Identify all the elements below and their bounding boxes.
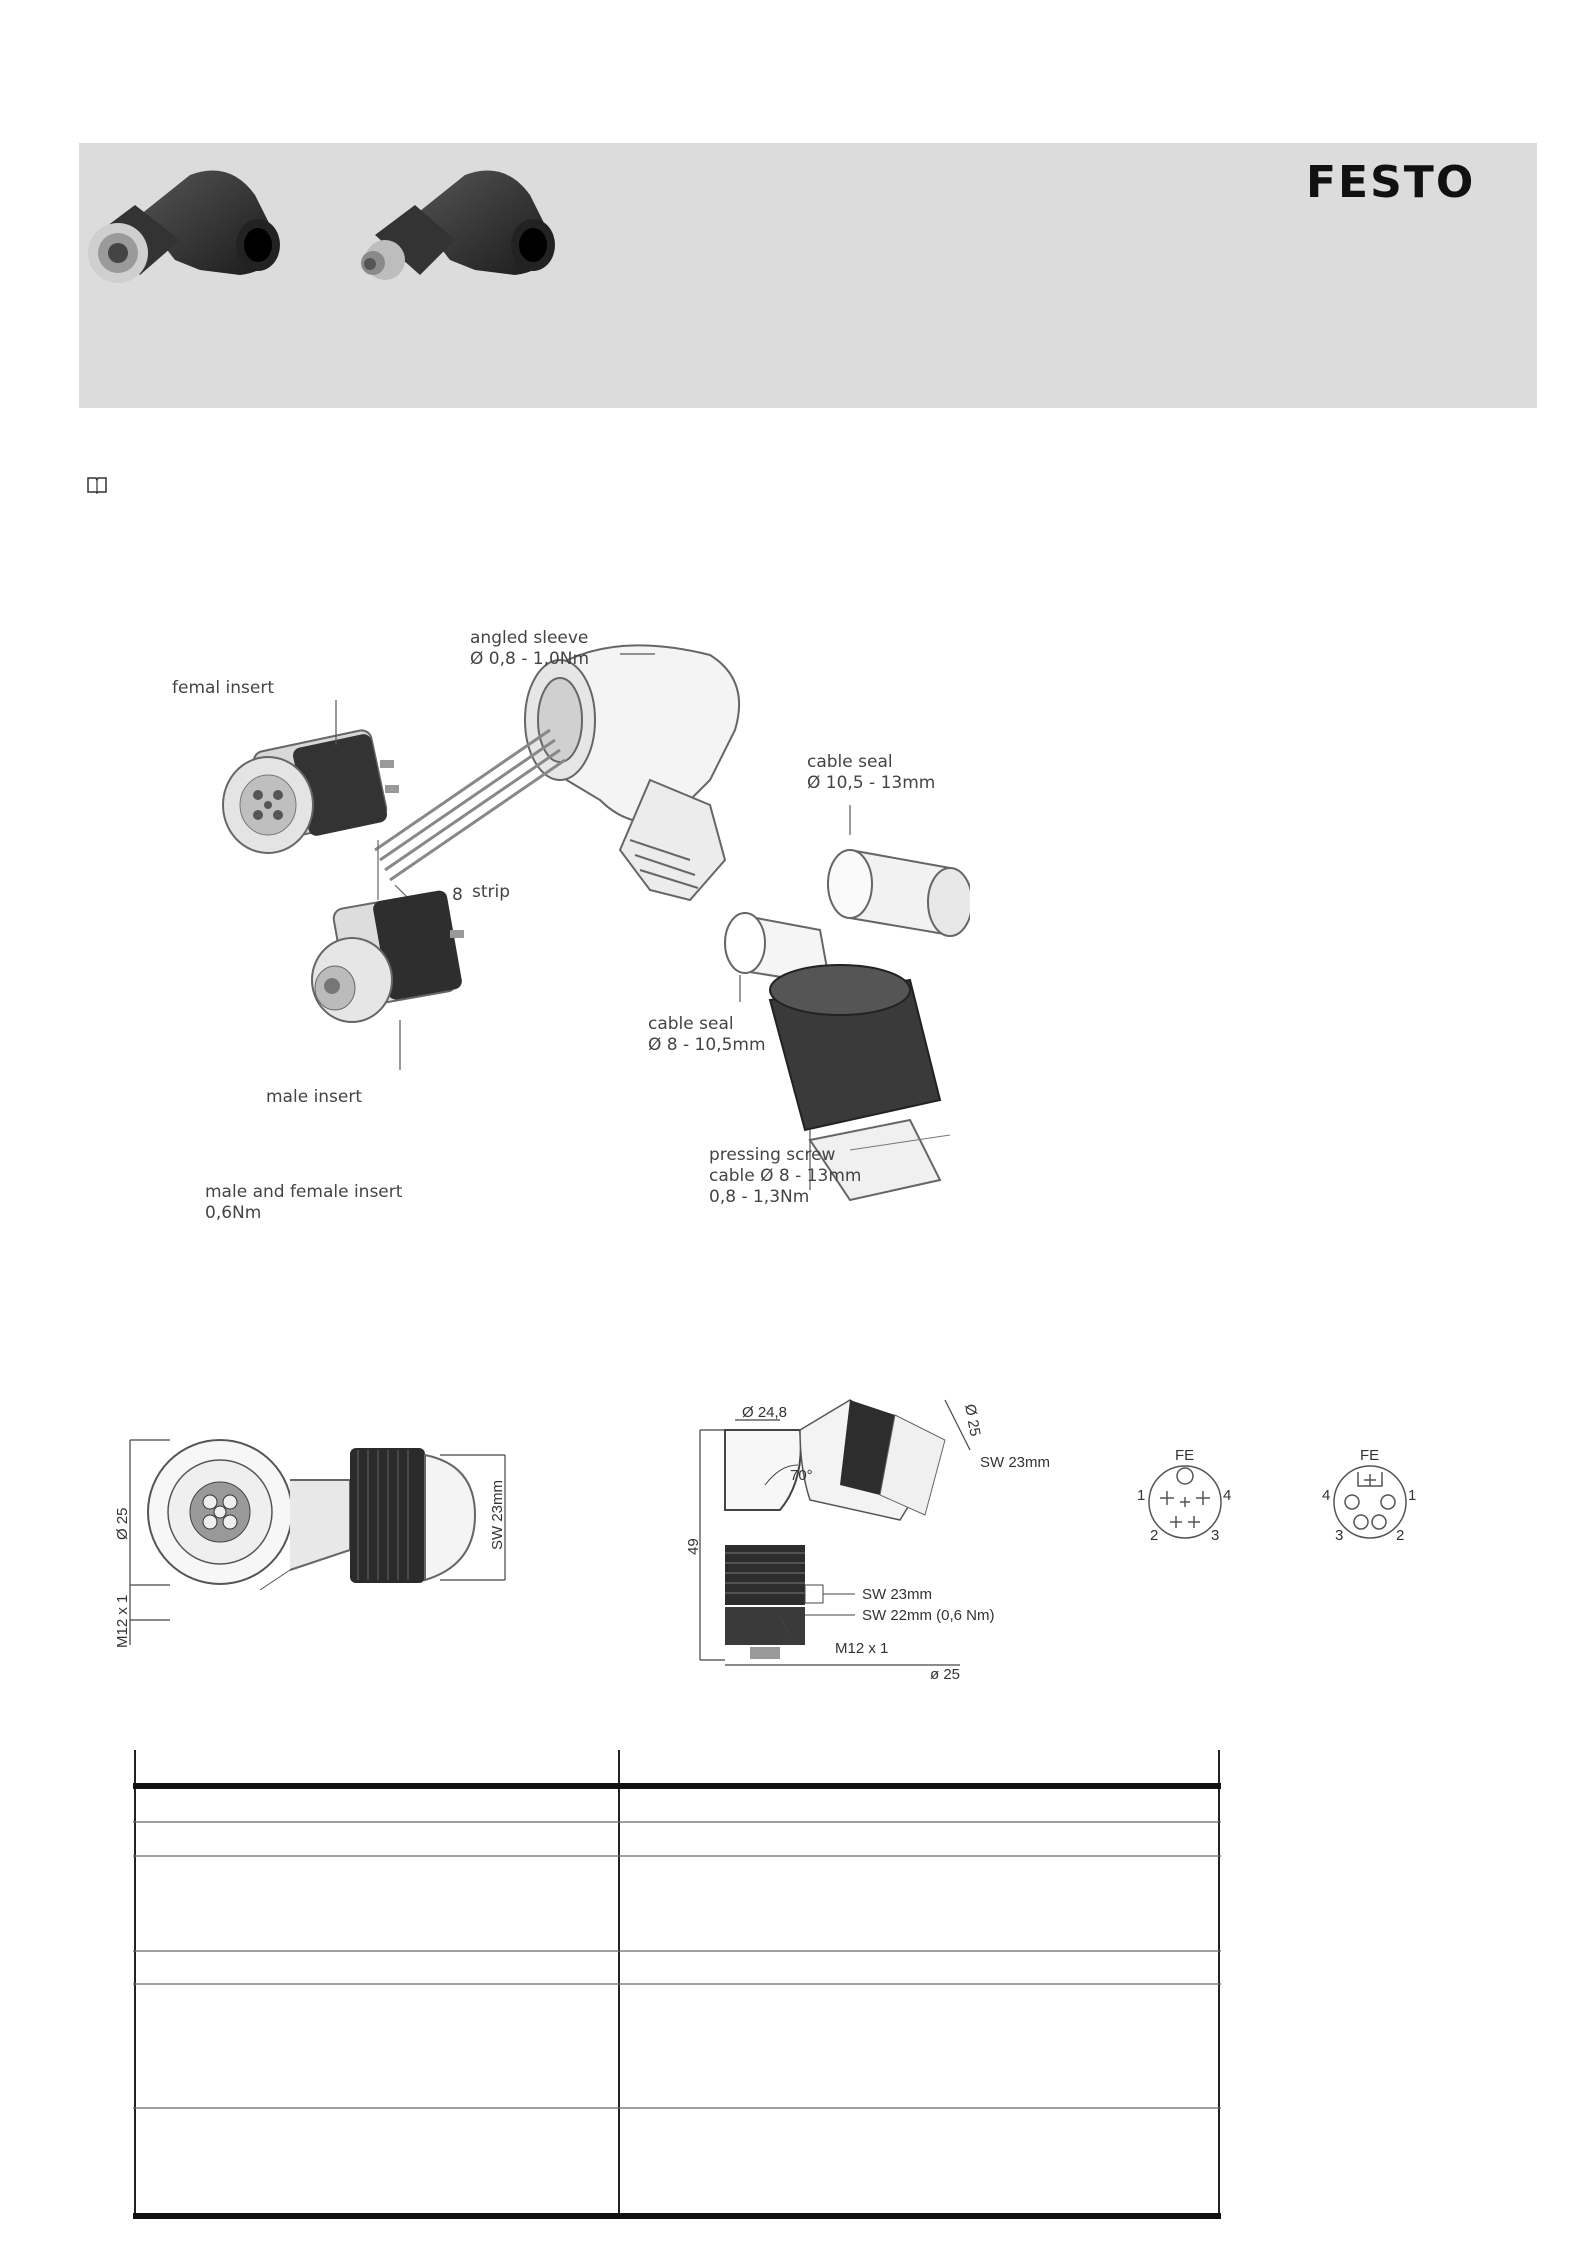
cable-seal-top-part [828, 850, 970, 936]
pinout1-fe: FE [1175, 1447, 1195, 1464]
festo-logo: FESTO [1306, 157, 1476, 208]
label-angled-sleeve-torque: Ø 0,8 - 1,0Nm [470, 649, 590, 669]
dimension-drawing-left [110, 1420, 550, 1660]
dimension-drawing-right [680, 1385, 1100, 1685]
label-male-insert: male insert [266, 1087, 363, 1107]
label-insert-torque: male and female insert [205, 1182, 403, 1202]
right-dia-side-label: Ø 25 [961, 1402, 984, 1438]
product-image-male [345, 160, 560, 285]
right-dia-top-label: Ø 24,8 [742, 1404, 788, 1421]
male-insert-part [312, 889, 464, 1022]
pinout1-pin-b: 4 [1223, 1487, 1232, 1504]
strip-length-label: 8 [452, 885, 463, 905]
label-cable-seal-mid: cable seal [648, 1014, 734, 1034]
pinout-diagram-2 [1310, 1440, 1440, 1560]
spec-table [133, 1750, 1221, 2220]
label-pressing-screw-cable: cable Ø 8 - 13mm [709, 1166, 862, 1186]
angled-sleeve-part [525, 645, 739, 900]
label-pressing-screw: pressing screw [709, 1145, 836, 1165]
assembly-diagram [150, 600, 970, 1250]
label-angled-sleeve: angled sleeve [470, 628, 589, 648]
pinout2-pin-b: 1 [1408, 1487, 1417, 1504]
pinout2-pin-c: 3 [1335, 1527, 1344, 1544]
pinout1-pin-d: 3 [1211, 1527, 1220, 1544]
strip-label: strip [472, 882, 511, 902]
pinout2-pin-d: 2 [1396, 1527, 1405, 1544]
label-cable-seal-top: cable seal [807, 752, 893, 772]
label-cable-seal-top-range: Ø 10,5 - 13mm [807, 773, 936, 793]
left-sw-label: SW 23mm [489, 1479, 506, 1550]
label-female-insert: femal insert [172, 678, 275, 698]
cable-wires [375, 730, 565, 880]
right-sw-top-label: SW 23mm [980, 1454, 1051, 1471]
right-sw23-label: SW 23mm [862, 1586, 933, 1603]
female-insert-part [223, 729, 399, 853]
label-insert-torque-value: 0,6Nm [205, 1203, 262, 1223]
right-thread-label: M12 x 1 [835, 1640, 889, 1657]
right-sw22-label: SW 22mm (0,6 Nm) [862, 1607, 995, 1624]
left-dia-label: Ø 25 [114, 1507, 131, 1540]
pinout1-pin-a: 1 [1137, 1487, 1146, 1504]
right-height-label: 49 [685, 1538, 702, 1555]
right-angle-label: 70° [790, 1467, 813, 1484]
label-cable-seal-mid-range: Ø 8 - 10,5mm [648, 1035, 766, 1055]
pinout-diagram-1 [1125, 1440, 1255, 1560]
right-dia-bottom-label: ø 25 [930, 1666, 961, 1683]
pinout1-pin-c: 2 [1150, 1527, 1159, 1544]
product-image-female [80, 160, 285, 285]
pinout2-pin-a: 4 [1322, 1487, 1331, 1504]
left-thread-label: M12 x 1 [114, 1594, 131, 1648]
pinout2-fe: FE [1360, 1447, 1380, 1464]
book-icon [86, 476, 108, 494]
label-pressing-screw-torque: 0,8 - 1,3Nm [709, 1187, 810, 1207]
